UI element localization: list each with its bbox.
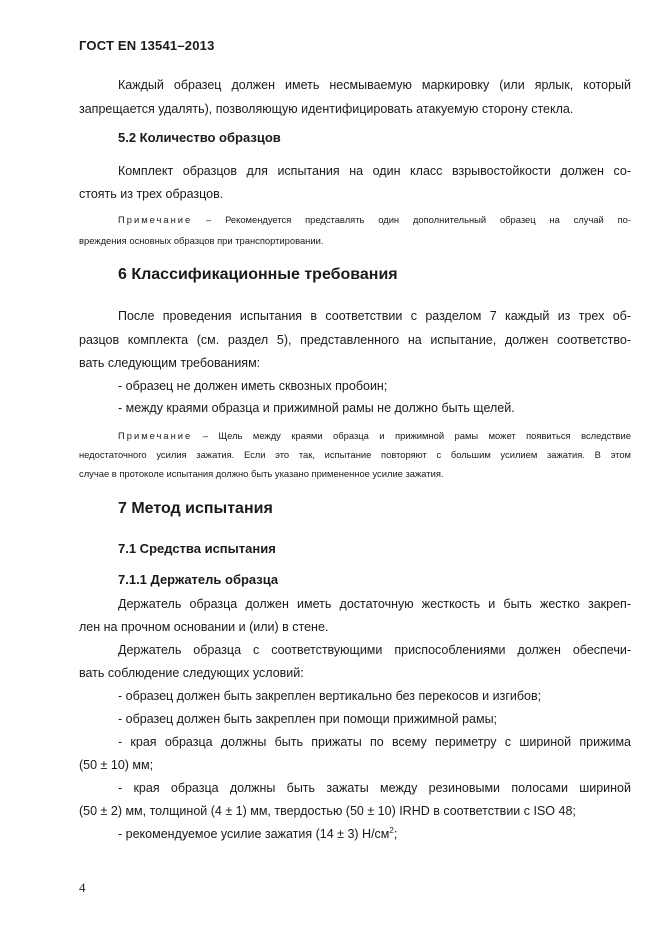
list-item (118, 826, 397, 842)
paragraph-line: Комплект образцов для испытания на один класс взрывостойкости должен со- (118, 164, 631, 178)
list-item: - между краями образца и прижимной рамы не должно быть щелей. (118, 401, 515, 415)
note-line (118, 430, 631, 442)
list-item-continuation: (50 ± 10) мм; (79, 758, 154, 772)
section-heading-7-1: 7.1 Средства испытания (118, 541, 276, 556)
note-text: – Рекомендуется представлять один дополнительный образец на случай по- (192, 214, 631, 225)
list-item-continuation: (50 ± 2) мм, толщиной (4 ± 1) мм, твердостью (50 ± 10) IRHD в соответствии с ISO 48; (79, 804, 576, 818)
paragraph-line: Держатель образца с соответствующими приспособлениями должен обеспечи- (118, 643, 631, 657)
list-item-tail: ; (393, 827, 398, 841)
paragraph-line: лен на прочном основании и (или) в стене. (79, 620, 329, 634)
note-line: вреждения основных образцов при транспортировании. (79, 235, 324, 246)
section-heading-7: 7 Метод испытания (118, 500, 273, 517)
list-item-text: - рекомендуемое усилие зажатия (14 ± 3) Н/см (118, 827, 390, 841)
paragraph-line: стоять из трех образцов. (79, 187, 224, 201)
paragraph-line: Держатель образца должен иметь достаточную жесткость и быть жестко закреп- (118, 597, 631, 611)
list-item: - образец не должен иметь сквозных пробоин; (118, 379, 388, 393)
section-heading-7-1-1: 7.1.1 Держатель образца (118, 572, 279, 587)
page-number: 4 (79, 880, 86, 895)
list-item: - края образца должны быть зажаты между резиновыми полосами шириной (118, 781, 631, 795)
section-heading-5-2: 5.2 Количество образцов (118, 130, 281, 145)
paragraph-line: запрещается удалять), позволяющую идентифицировать атакуемую сторону стекла. (79, 102, 574, 116)
paragraph-line: Каждый образец должен иметь несмываемую маркировку (или ярлык, который (118, 78, 631, 92)
note-line: недостаточного усилия зажатия. Если это так, испытание повторяют с большим усилием зажатия. В этом (79, 449, 631, 460)
list-item: - края образца должны быть прижаты по всему периметру с шириной прижима (118, 735, 631, 749)
section-heading-6: 6 Классификационные требования (118, 266, 398, 283)
list-item: - образец должен быть закреплен при помощи прижимной рамы; (118, 712, 498, 726)
note-line: случае в протоколе испытания должно быть указано примененное усилие зажатия. (79, 468, 444, 479)
paragraph-line: После проведения испытания в соответствии с разделом 7 каждый из трех об- (118, 309, 631, 323)
note-line (118, 214, 631, 226)
note-label: Примечание (118, 214, 193, 225)
list-item: - образец должен быть закреплен вертикально без перекосов и изгибов; (118, 689, 542, 703)
paragraph-line: вать соблюдение следующих условий: (79, 666, 304, 680)
superscript: 2 (389, 826, 394, 835)
document-header: ГОСТ EN 13541–2013 (79, 38, 215, 53)
paragraph-line: вать следующим требованиям: (79, 356, 261, 370)
paragraph-line: разцов комплекта (см. раздел 5), представленного на испытание, должен соответство- (79, 333, 631, 347)
note-text: – Щель между краями образца и прижимной рамы может появиться вследствие (192, 430, 631, 441)
note-label: Примечание (118, 430, 193, 441)
